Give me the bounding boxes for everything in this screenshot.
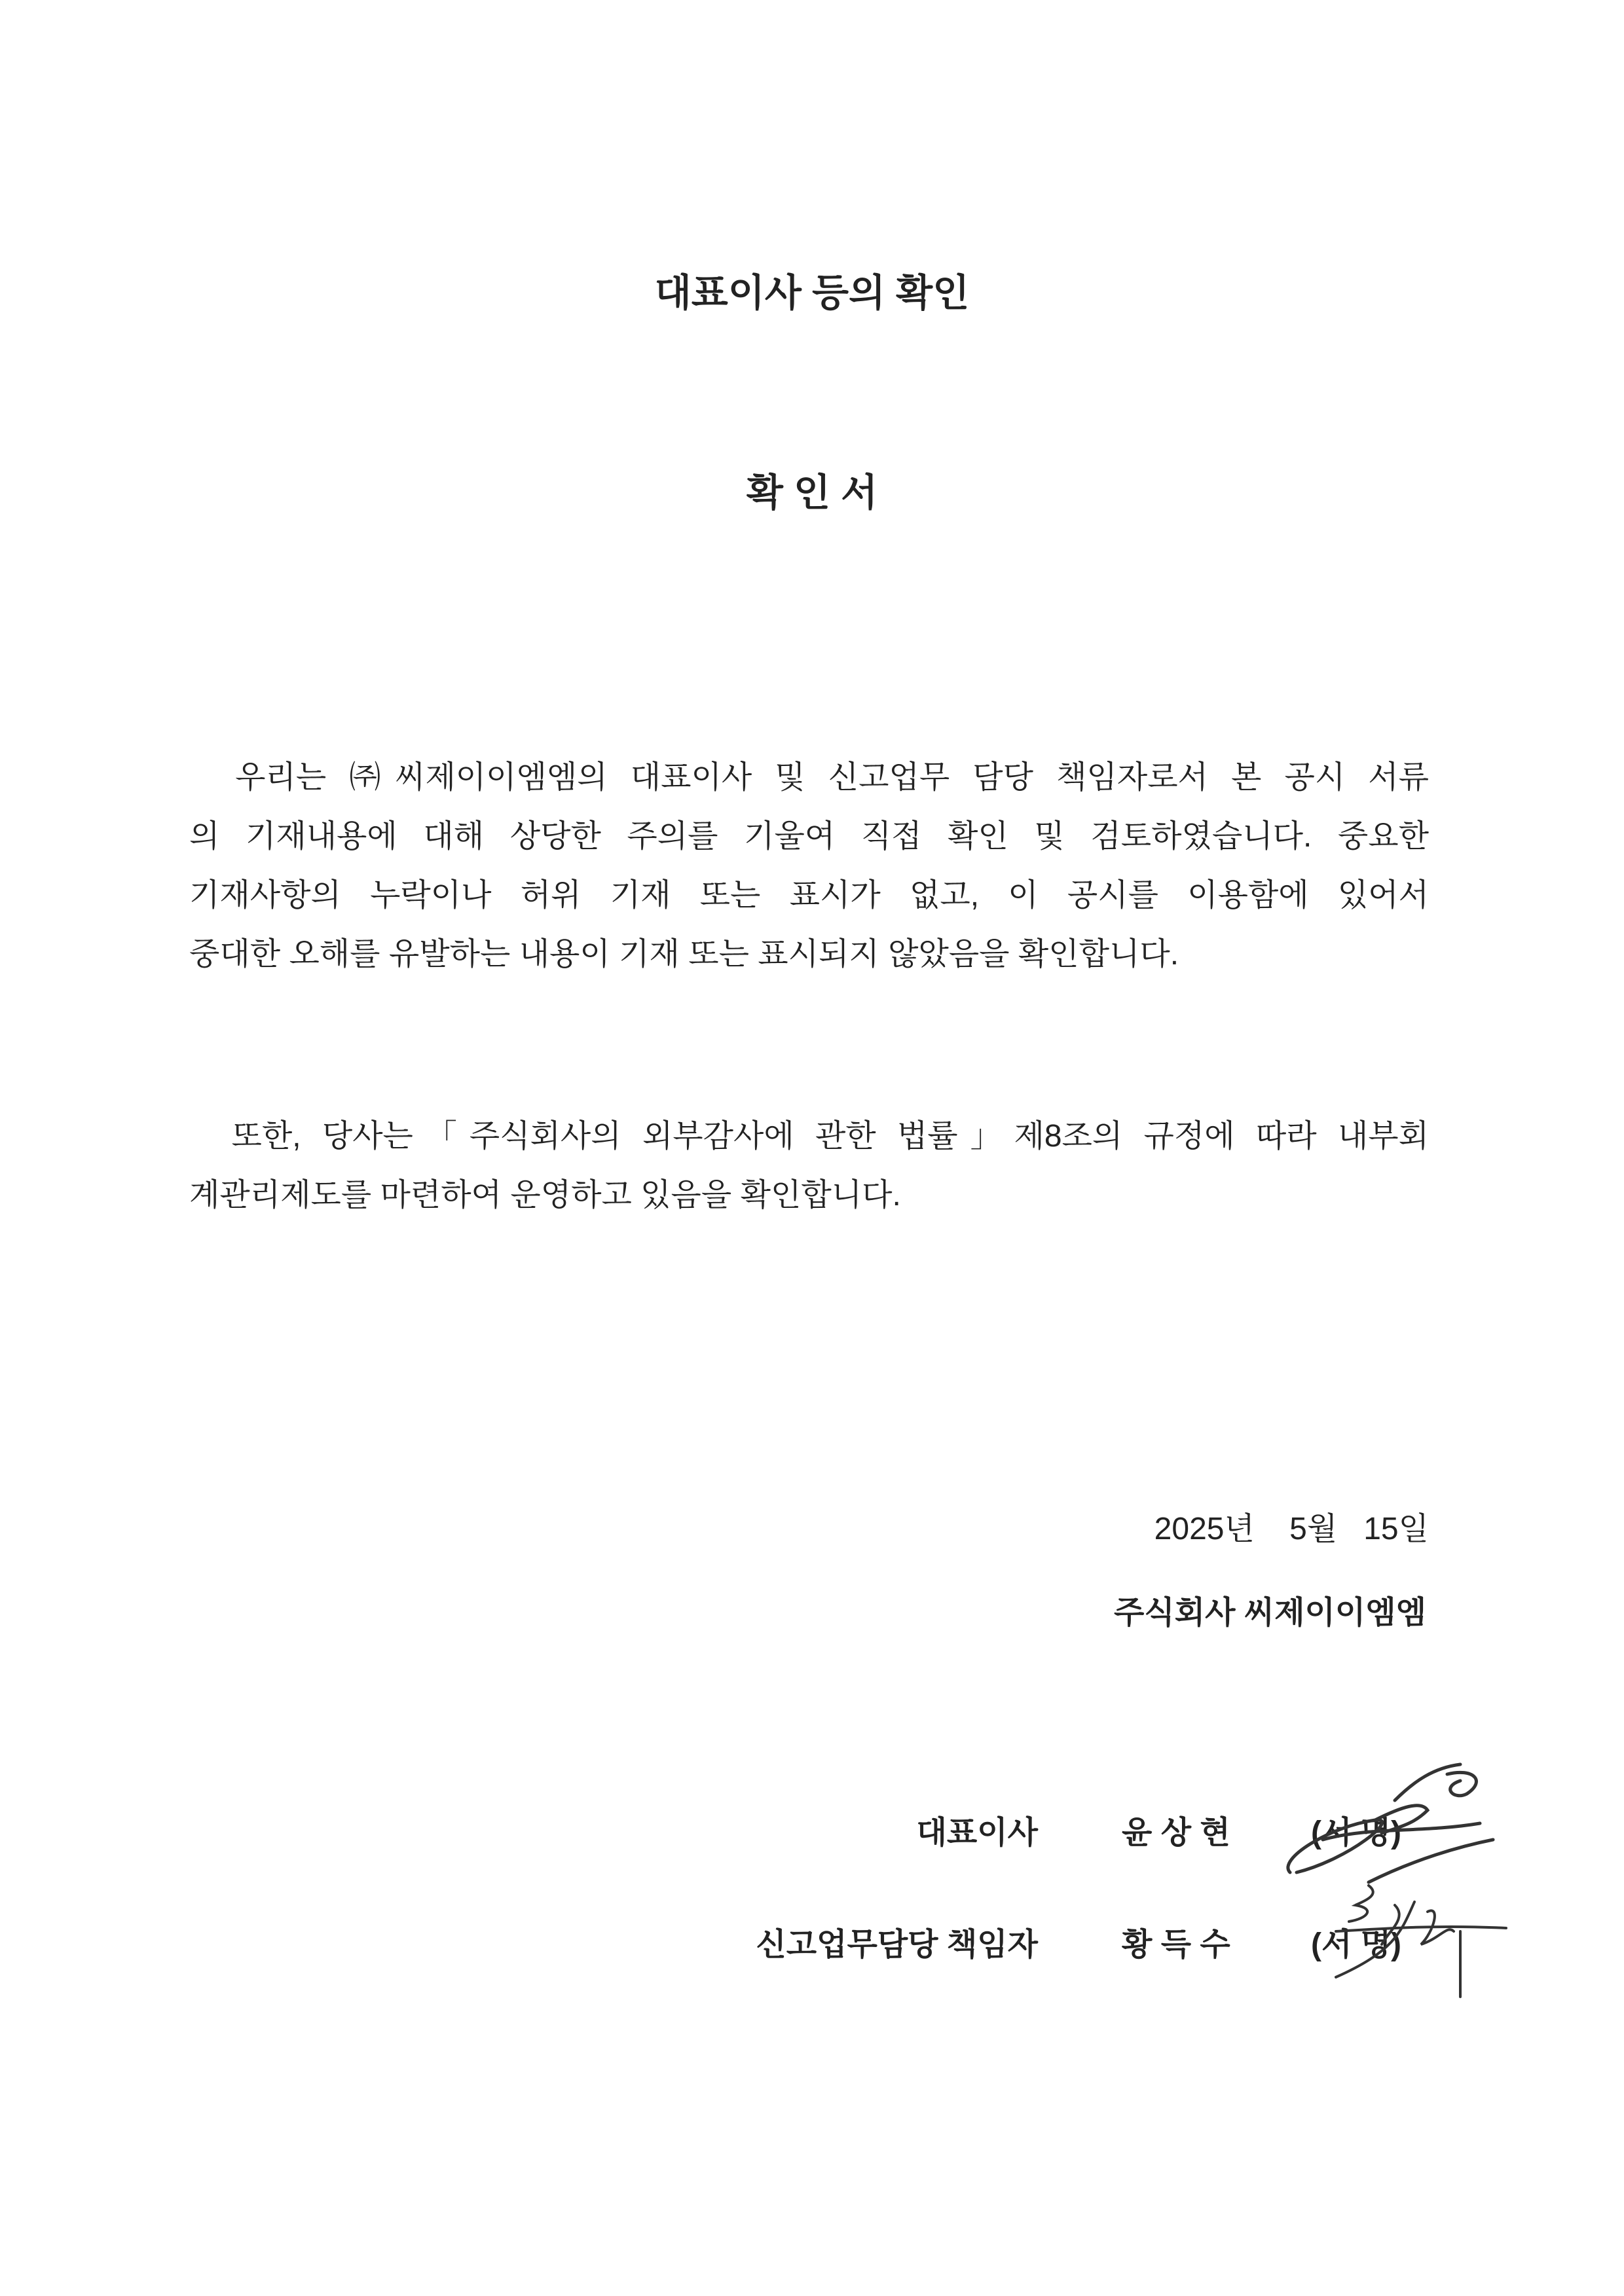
- company-name: 주식회사 씨제이이엠엠: [1113, 1595, 1426, 1630]
- paragraph-line: 의 기재내용에 대해 상당한 주의를 기울여 직접 확인 및 검토하였습니다. 중요한: [189, 819, 1429, 854]
- document-title: 대표이사 등의 확인: [654, 272, 970, 314]
- sign-label: (서 명): [1311, 1927, 1402, 1962]
- document-date: 2025년 5월 15일: [1154, 1512, 1429, 1546]
- paragraph-line: 중대한 오해를 유발하는 내용이 기재 또는 표시되지 않았음을 확인합니다.: [189, 937, 1179, 972]
- paragraph-line: 기재사항의 누락이나 허위 기재 또는 표시가 없고, 이 공시를 이용함에 있어서: [189, 878, 1429, 913]
- sign-label: (서 명): [1311, 1815, 1402, 1850]
- signatory-name: 황 득 수: [1122, 1927, 1230, 1962]
- signature-image: [1310, 1879, 1519, 2010]
- signature-image: [1270, 1761, 1519, 1892]
- paragraph-line: 또한, 당사는「주식회사의 외부감사에 관한 법률」제8조의 규정에 따라 내부회: [189, 1119, 1429, 1154]
- signatory-name: 윤 상 현: [1122, 1815, 1230, 1850]
- signatory-role: 대표이사: [916, 1815, 1038, 1850]
- paragraph-line: 계관리제도를 마련하여 운영하고 있음을 확인합니다.: [189, 1178, 901, 1212]
- signatory-role: 신고업무담당 책임자: [756, 1927, 1038, 1962]
- document-subtitle: 확 인 서: [746, 471, 878, 514]
- paragraph-line: 우리는 ㈜씨제이이엠엠의 대표이사 및 신고업무 담당 책임자로서 본 공시 서류: [189, 760, 1429, 795]
